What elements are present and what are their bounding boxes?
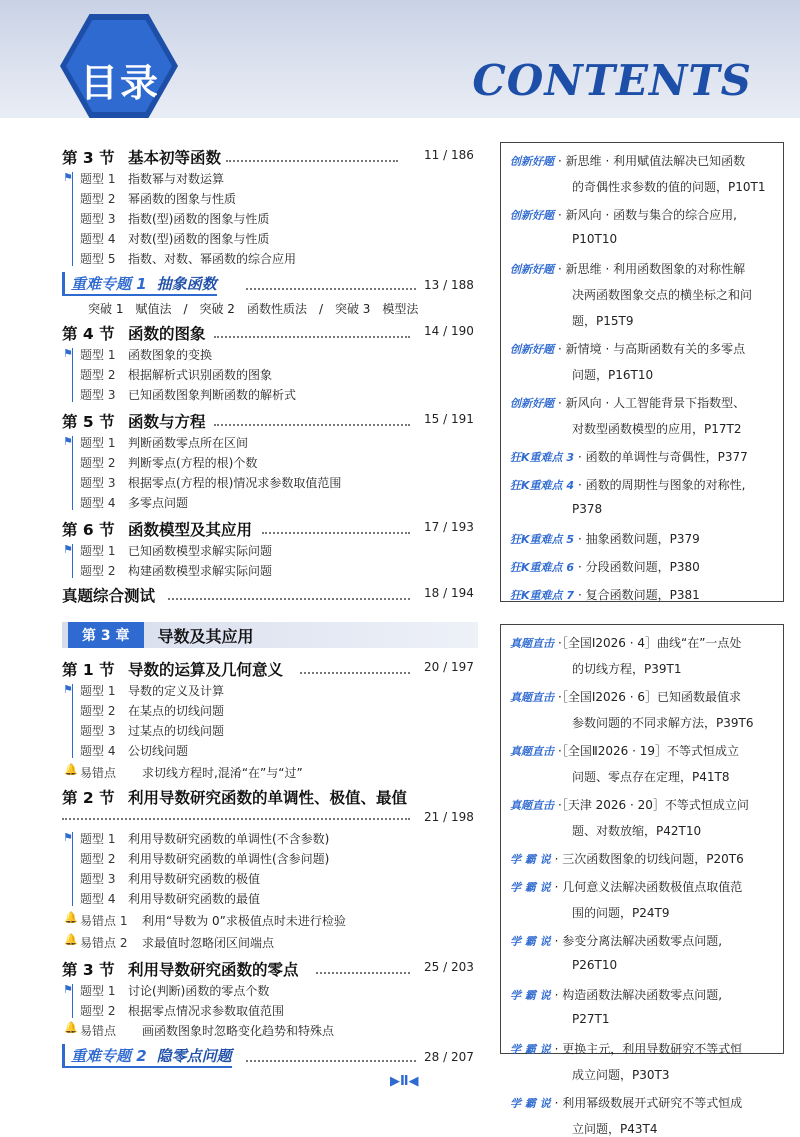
callout-line [510,742,739,759]
callout-line-cont: 问题，P16T10 [572,368,654,382]
special-title: 隐零点问题 [156,1046,232,1065]
list-item [80,494,188,511]
callout-tag: 狂K重难点 7 [510,589,575,602]
error-text: 画函数图象时忽略变化趋势和特殊点 [142,1024,335,1038]
list-item [80,366,272,383]
flag-icon: ⚑ [63,983,73,996]
callout-line [510,152,745,169]
item-label: 题型 2 [80,564,116,578]
callout-line [510,1094,742,1111]
error-item [80,764,303,781]
list-item [80,870,260,887]
callout-line [510,394,745,411]
item-label: 题型 3 [80,476,116,490]
page-ref: 13 / 188 [424,278,474,292]
callout-text: · 更换主元，利用导数研究不等式恒 [554,1042,743,1056]
item-text: 指数、对数、幂函数的综合应用 [128,252,297,266]
item-text: 判断零点(方程的根)个数 [128,456,258,470]
item-label: 题型 4 [80,744,116,758]
callout-text: ·［全国Ⅰ2026 · 4］曲线“在”一点处 [558,636,742,650]
leader-dots [168,598,410,600]
callout-line [510,476,745,493]
bell-icon: 🔔 [64,1021,78,1034]
list-item [80,562,272,579]
flag-icon: ⚑ [63,543,73,556]
page-ref: 25 / 203 [424,960,474,974]
callout-line-cont: 的切线方程，P39T1 [572,662,682,676]
item-text: 指数(型)函数的图象与性质 [128,212,270,226]
section-title: 函数的图象 [128,325,206,343]
callout-line [510,558,700,575]
special-topic [62,1044,232,1068]
section-title: 函数与方程 [128,413,206,431]
callout-text: · 参变分离法解决函数零点问题, [554,934,723,948]
item-text: 已知函数模型求解实际问题 [128,544,273,558]
leader-dots [214,424,410,426]
callout-text: · 新思维 · 利用赋值法解决已知函数 [558,154,746,168]
leader-dots [316,972,410,974]
section-title: 函数模型及其应用 [128,521,253,539]
callout-text: · 新风向 · 人工智能背景下指数型、 [558,396,746,410]
callout-line [510,1040,742,1057]
callout-line-cont: P378 [572,502,603,516]
list-item [80,542,272,559]
item-label: 题型 1 [80,832,116,846]
callout-text: · 三次函数图象的切线问题，P20T6 [554,852,744,866]
callout-line-cont: 参数问题的不同求解方法，P39T6 [572,716,754,730]
list-item [80,682,224,699]
item-text: 利用导数研究函数的最值 [128,892,261,906]
section-title: 利用导数研究函数的单调性、极值、最值 [128,789,408,807]
page-ref: 20 / 197 [424,660,474,674]
item-text: 多零点问题 [128,496,189,510]
callout-line-cont: 立问题，P43T4 [572,1122,658,1136]
callout-line-cont: P10T10 [572,232,618,246]
callout-text: · 抽象函数问题，P379 [578,532,700,546]
item-text: 幂函数的图象与性质 [128,192,237,206]
callout-text: · 新思维 · 利用函数图象的对称性解 [558,262,746,276]
logo-title: 目录 [79,61,160,105]
item-text: 在某点的切线问题 [128,704,225,718]
section-number: 第 2 节 [62,789,115,807]
item-label: 题型 4 [80,496,116,510]
item-label: 题型 1 [80,984,116,998]
section-number: 第 5 节 [62,413,115,431]
error-text: 利用“导数为 0”求极值点时未进行检验 [142,914,346,928]
list-item [80,474,341,491]
section-number: 第 3 节 [62,961,115,979]
list-item [80,982,269,999]
page-ref: 28 / 207 [424,1050,474,1064]
item-label: 题型 2 [80,1004,116,1018]
item-label: 题型 1 [80,172,116,186]
bell-icon: 🔔 [64,763,78,776]
section-title: 导数的运算及几何意义 [128,661,284,679]
section-heading [62,410,206,432]
callout-line [510,986,722,1003]
callout-tag: 学 霸 说 [510,989,551,1002]
section-heading [62,786,407,808]
item-guide-line [72,172,73,266]
callout-text: ·［全国Ⅱ2026 · 19］不等式恒成立 [558,744,739,758]
callout-text: · 构造函数法解决函数零点问题, [554,988,723,1002]
item-text: 根据解析式识别函数的图象 [128,368,273,382]
callout-line [510,260,745,277]
item-text: 对数(型)函数的图象与性质 [128,232,270,246]
item-text: 利用导数研究函数的单调性(不含参数) [128,832,330,846]
callout-text: · 利用幂级数展开式研究不等式恒成 [554,1096,743,1110]
special-label: 重难专题 1 [71,274,147,293]
item-label: 题型 1 [80,544,116,558]
callout-tag: 真题直击 [510,799,554,812]
error-item [80,912,346,929]
page-ref: 15 / 191 [424,412,474,426]
callout-text: · 复合函数问题，P381 [578,588,700,602]
callout-text: · 函数的周期性与图象的对称性, [578,478,746,492]
callout-tag: 狂K重难点 6 [510,561,575,574]
special-topic [62,272,217,296]
callout-line-cont: P27T1 [572,1012,610,1026]
chapter-title: 导数及其应用 [157,626,254,646]
callout-tag: 学 霸 说 [510,881,551,894]
item-label: 题型 1 [80,684,116,698]
list-item [80,230,269,247]
list-item [80,346,212,363]
callout-text: · 新风向 · 函数与集合的综合应用, [558,208,737,222]
list-item [80,890,260,907]
list-item [80,1002,284,1019]
item-text: 指数幂与对数运算 [128,172,225,186]
section-heading [62,658,283,680]
error-label: 易错点 2 [80,936,128,950]
callout-line [510,206,737,223]
error-item [80,1022,334,1039]
item-label: 题型 3 [80,724,116,738]
error-label: 易错点 1 [80,914,128,928]
chapter-tag: 第 3 章 [68,622,144,648]
flag-icon: ⚑ [63,683,73,696]
callout-tag: 学 霸 说 [510,853,551,866]
callout-text: · 分段函数问题，P380 [578,560,700,574]
callout-line-cont: P26T10 [572,958,618,972]
callout-tag: 狂K重难点 5 [510,533,575,546]
callout-tag: 狂K重难点 4 [510,479,575,492]
test-heading [62,584,155,606]
item-text: 函数图象的变换 [128,348,213,362]
list-item [80,170,224,187]
callout-text: ·［全国Ⅰ2026 · 6］已知函数最值求 [558,690,741,704]
leader-dots [262,532,410,534]
error-label: 易错点 [80,766,117,780]
callout-tag: 学 霸 说 [510,1043,551,1056]
callout-line [510,878,742,895]
item-label: 题型 5 [80,252,116,266]
page-number: ▶Ⅱ◀ [390,1074,419,1089]
section-heading [62,322,206,344]
callout-tag: 创新好题 [510,263,554,276]
list-item [80,850,329,867]
section-heading [62,518,252,540]
callout-line [510,796,749,813]
leader-dots [214,336,410,338]
callout-line [510,634,741,651]
item-text: 公切线问题 [128,744,189,758]
callout-line [510,586,700,603]
contents-heading: CONTENTS [472,56,752,105]
item-text: 已知函数图象判断函数的解析式 [128,388,297,402]
callout-tag: 学 霸 说 [510,935,551,948]
page-ref: 18 / 194 [424,586,474,600]
item-label: 题型 1 [80,436,116,450]
page-ref: 14 / 190 [424,324,474,338]
error-text: 求切线方程时,混淆“在”与“过” [142,766,303,780]
item-label: 题型 1 [80,348,116,362]
item-text: 讨论(判断)函数的零点个数 [128,984,270,998]
section-title: 利用导数研究函数的零点 [128,961,299,979]
callout-tag: 真题直击 [510,745,554,758]
section-heading [62,146,221,168]
leader-dots [246,1060,416,1062]
item-text: 导数的定义及计算 [128,684,225,698]
item-label: 题型 2 [80,704,116,718]
callout-line [510,448,748,465]
page-ref: 17 / 193 [424,520,474,534]
list-item [80,742,188,759]
item-label: 题型 3 [80,388,116,402]
item-label: 题型 4 [80,232,116,246]
list-item [80,250,296,267]
callout-line [510,340,745,357]
callout-text: · 几何意义法解决函数极值点取值范 [554,880,743,894]
section-number: 第 6 节 [62,521,115,539]
callout-line [510,688,741,705]
error-text: 求最值时忽略闭区间端点 [142,936,275,950]
item-label: 题型 3 [80,872,116,886]
callout-line-cont: 题，P15T9 [572,314,634,328]
list-item [80,722,224,739]
callout-tag: 学 霸 说 [510,1097,551,1110]
list-item [80,702,224,719]
callout-tag: 创新好题 [510,155,554,168]
callout-text: · 函数的单调性与奇偶性，P377 [578,450,748,464]
page-ref: 11 / 186 [424,148,474,162]
item-label: 题型 2 [80,852,116,866]
callout-line-cont: 决两函数图象交点的横坐标之和问 [572,288,753,302]
callout-tag: 创新好题 [510,397,554,410]
item-text: 利用导数研究函数的单调性(含参问题) [128,852,330,866]
callout-line-cont: 对数型函数模型的应用，P17T2 [572,422,742,436]
flag-icon: ⚑ [63,347,73,360]
list-item [80,454,257,471]
item-label: 题型 4 [80,892,116,906]
leader-dots [62,818,410,820]
chapter-bar [62,622,478,648]
section-heading [62,958,299,980]
item-text: 根据零点情况求参数取值范围 [128,1004,285,1018]
list-item [80,830,329,847]
section-title: 基本初等函数 [128,149,222,167]
item-label: 题型 2 [80,192,116,206]
bell-icon: 🔔 [64,911,78,924]
callout-line [510,530,700,547]
page-ref: 21 / 198 [424,810,474,824]
bell-icon: 🔔 [64,933,78,946]
callout-line-cont: 成立问题，P30T3 [572,1068,670,1082]
special-label: 重难专题 2 [71,1046,147,1065]
callout-line-cont: 题、对数放缩，P42T10 [572,824,702,838]
list-item [80,190,236,207]
item-text: 根据零点(方程的根)情况求参数取值范围 [128,476,342,490]
error-item [80,934,274,951]
callout-text: ·［天津 2026 · 20］不等式恒成立问 [558,798,749,812]
callout-line [510,932,722,949]
section-number: 第 4 节 [62,325,115,343]
callout-tag: 狂K重难点 3 [510,451,575,464]
leader-dots [300,672,410,674]
leader-dots [226,160,398,162]
callout-line [510,850,744,867]
item-label: 题型 2 [80,456,116,470]
callout-tag: 真题直击 [510,637,554,650]
item-text: 过某点的切线问题 [128,724,225,738]
section-number: 第 3 节 [62,149,115,167]
breakthrough-line: 突破 1 赋值法 / 突破 2 函数性质法 / 突破 3 模型法 [88,302,419,316]
flag-icon: ⚑ [63,435,73,448]
leader-dots [246,288,416,290]
special-title: 抽象函数 [156,274,217,293]
item-text: 利用导数研究函数的极值 [128,872,261,886]
callout-text: · 新情境 · 与高斯函数有关的多零点 [558,342,746,356]
section-number: 第 1 节 [62,661,115,679]
callout-tag: 创新好题 [510,209,554,222]
flag-icon: ⚑ [63,831,73,844]
callout-tag: 创新好题 [510,343,554,356]
list-item [80,434,248,451]
item-label: 题型 2 [80,368,116,382]
test-title: 真题综合测试 [62,587,156,605]
error-label: 易错点 [80,1024,117,1038]
item-text: 构建函数模型求解实际问题 [128,564,273,578]
callout-tag: 真题直击 [510,691,554,704]
callout-line-cont: 问题、零点存在定理，P41T8 [572,770,730,784]
list-item [80,386,296,403]
item-text: 判断函数零点所在区间 [128,436,249,450]
item-label: 题型 3 [80,212,116,226]
flag-icon: ⚑ [63,171,73,184]
list-item [80,210,269,227]
callout-line-cont: 围的问题，P24T9 [572,906,670,920]
callout-line-cont: 的奇偶性求参数的值的问题，P10T1 [572,180,766,194]
